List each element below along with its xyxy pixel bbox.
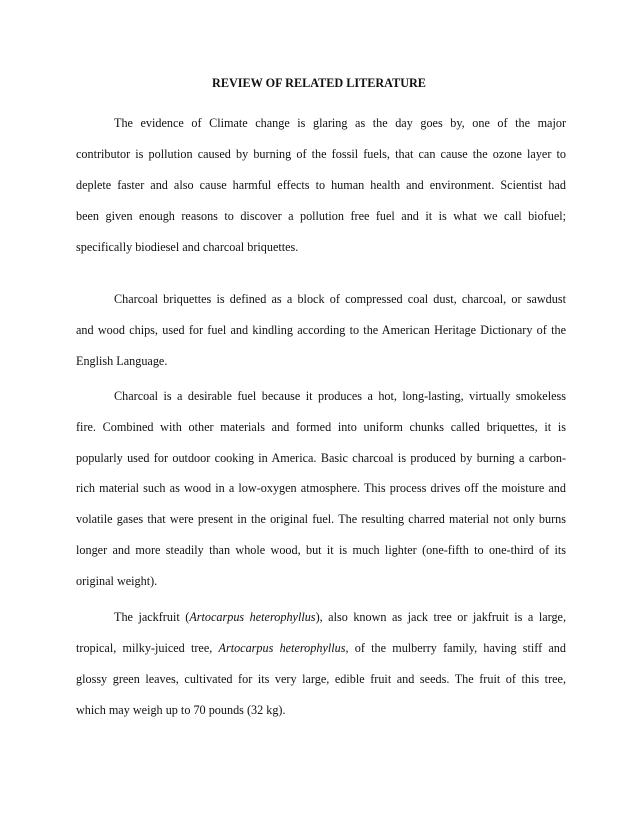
paragraph-1-line-4: been given enough reasons to discover a pollution free fuel and it is what we call biofuel; bbox=[76, 209, 566, 223]
paragraph-2-line-1: Charcoal briquettes is defined as a block of compressed coal dust, charcoal, or sawdust bbox=[114, 292, 566, 306]
paragraph-2-line-3: English Language. bbox=[76, 354, 168, 368]
paragraph-1-line-3: deplete faster and also cause harmful effects to human health and environment. Scientist had bbox=[76, 178, 566, 192]
paragraph-4-line-4: which may weigh up to 70 pounds (32 kg). bbox=[76, 703, 286, 717]
paragraph-1-line-5: specifically biodiesel and charcoal briquettes. bbox=[76, 240, 299, 254]
paragraph-3-line-5: volatile gases that were present in the original fuel. The resulting charred material not only burns bbox=[76, 512, 566, 526]
page-title: REVIEW OF RELATED LITERATURE bbox=[212, 76, 426, 90]
paragraph-3-line-3: popularly used for outdoor cooking in America. Basic charcoal is produced by burning a carbon- bbox=[76, 451, 566, 465]
paragraph-3-line-6: longer and more steadily than whole wood, but it is much lighter (one-fifth to one-third of its bbox=[76, 543, 566, 557]
paragraph-3-line-1: Charcoal is a desirable fuel because it produces a hot, long-lasting, virtually smokeless bbox=[114, 389, 566, 403]
paragraph-3-line-4: rich material such as wood in a low-oxygen atmosphere. This process drives off the moisture and bbox=[76, 481, 566, 495]
paragraph-3-line-7: original weight). bbox=[76, 574, 158, 588]
paragraph-4-line-3: glossy green leaves, cultivated for its very large, edible fruit and seeds. The fruit of this tree, bbox=[76, 672, 566, 686]
text-segment: ), also known as jack tree or jakfruit is a large, bbox=[315, 610, 567, 624]
paragraph-4-line-2 bbox=[76, 641, 566, 655]
paragraph-1-line-1: The evidence of Climate change is glaring as the day goes by, one of the major bbox=[114, 116, 566, 130]
scientific-name: Artocarpus heterophyllus bbox=[189, 610, 316, 624]
paragraph-1-line-2: contributor is pollution caused by burning of the fossil fuels, that can cause the ozone layer to bbox=[76, 147, 566, 161]
paragraph-2-line-2: and wood chips, used for fuel and kindling according to the American Heritage Dictionary of the bbox=[76, 323, 566, 337]
text-segment: The jackfruit ( bbox=[114, 610, 190, 624]
text-segment: tropical, milky-juiced tree, bbox=[76, 641, 219, 655]
text-segment: of the mulberry family, having stiff and bbox=[348, 641, 566, 655]
paragraph-4-line-1 bbox=[114, 610, 566, 624]
scientific-name: Artocarpus heterophyllus, bbox=[218, 641, 349, 655]
paragraph-3-line-2: fire. Combined with other materials and formed into uniform chunks called briquettes, it is bbox=[76, 420, 566, 434]
